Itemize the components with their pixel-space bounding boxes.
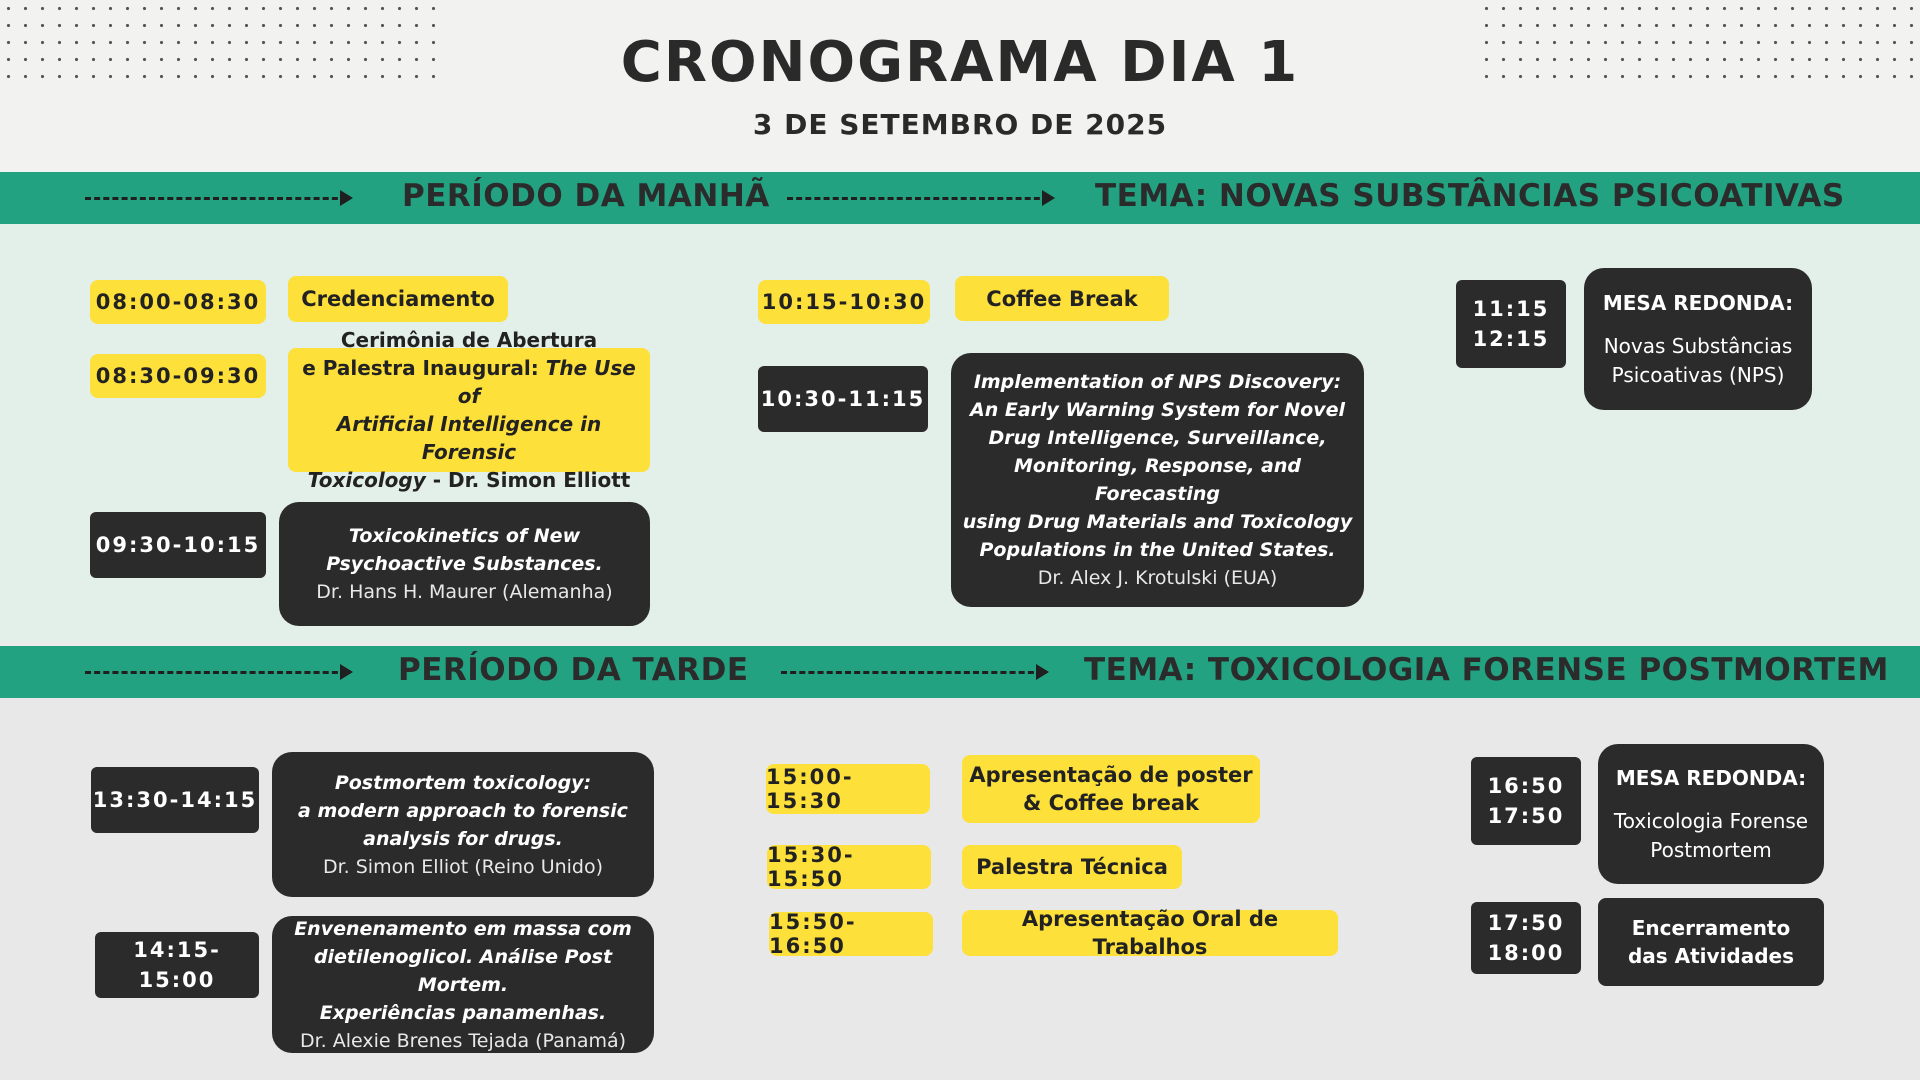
session-palestra-tecnica: Palestra Técnica — [962, 845, 1182, 889]
session-encerramento — [1598, 898, 1824, 986]
page-title: CRONOGRAMA DIA 1 — [620, 30, 1300, 95]
dashed-arrow-line — [787, 197, 1049, 202]
time-end: 17:50 — [1487, 804, 1565, 828]
session-text-line: Toxicologia Forense — [1613, 808, 1809, 833]
session-text-line: dietilenoglicol. Análise Post Mortem. — [313, 945, 613, 996]
time-badge — [1471, 902, 1581, 974]
session-postmortem-toxicology — [272, 752, 654, 897]
session-text-line: Monitoring, Response, and Forecasting — [1013, 455, 1301, 505]
arrow-head-icon — [340, 664, 353, 680]
session-speaker: Dr. Hans H. Maurer (Alemanha) — [316, 581, 613, 603]
session-text-line: analysis for drugs. — [363, 827, 563, 850]
session-dietilenoglicol — [272, 916, 654, 1053]
session-credenciamento: Credenciamento — [288, 276, 508, 322]
session-oral-presentations: Apresentação Oral de Trabalhos — [962, 910, 1338, 956]
session-text-line: Novas Substâncias — [1603, 333, 1793, 358]
time-end: 12:15 — [1472, 327, 1550, 351]
arrow-head-icon — [1042, 190, 1055, 206]
session-text-line: Apresentação de poster — [969, 763, 1253, 787]
session-nps-discovery — [951, 353, 1364, 607]
session-text-line: Populations in the United States. — [979, 539, 1336, 561]
time-badge: 15:50-16:50 — [769, 912, 933, 956]
time-badge: 08:30-09:30 — [90, 354, 266, 398]
afternoon-theme-label: TEMA: TOXICOLOGIA FORENSE POSTMORTEM — [1084, 652, 1889, 688]
afternoon-period-label: PERÍODO DA TARDE — [398, 652, 749, 688]
session-mesa-redonda-postmortem — [1598, 744, 1824, 884]
session-text-line: Psicoativas (NPS) — [1611, 362, 1785, 387]
morning-theme-label: TEMA: NOVAS SUBSTÂNCIAS PSICOATIVAS — [1095, 178, 1845, 214]
time-badge: 14:15-15:00 — [95, 932, 259, 998]
session-mesa-redonda-nps — [1584, 268, 1812, 410]
time-badge: 15:00-15:30 — [766, 764, 930, 814]
session-text-line: Postmortem — [1650, 837, 1772, 862]
mesa-redonda-heading: MESA REDONDA: — [1602, 290, 1794, 315]
morning-period-label: PERÍODO DA MANHÃ — [402, 178, 770, 214]
session-text-line: Implementation of NPS Discovery: — [973, 371, 1342, 393]
time-badge: 09:30-10:15 — [90, 512, 266, 578]
session-text-line: a modern approach to forensic — [298, 799, 628, 822]
session-text-line: Psychoactive Substances. — [326, 553, 603, 575]
time-badge: 10:30-11:15 — [758, 366, 928, 432]
time-start: 17:50 — [1487, 911, 1565, 935]
session-text-line: Experiências panamenhas. — [319, 1001, 607, 1024]
session-text-line: Artificial Intelligence in Forensic — [336, 412, 602, 464]
time-start: 11:15 — [1472, 297, 1550, 321]
session-text-part: Toxicology — [307, 468, 426, 492]
dashed-arrow-line — [85, 671, 347, 676]
session-speaker: Dr. Alex J. Krotulski (EUA) — [1037, 567, 1278, 589]
session-text-line — [308, 466, 631, 494]
time-badge: 15:30-15:50 — [767, 845, 931, 889]
session-opening-ceremony — [288, 328, 650, 492]
mesa-redonda-heading: MESA REDONDA: — [1615, 765, 1807, 790]
time-start: 16:50 — [1487, 774, 1565, 798]
page-date: 3 DE SETEMBRO DE 2025 — [752, 108, 1168, 141]
session-text-line — [288, 354, 650, 410]
dashed-arrow-line — [781, 671, 1043, 676]
time-badge: 08:00-08:30 — [90, 280, 266, 324]
session-poster-coffee — [962, 755, 1260, 823]
session-text-line: An Early Warning System for Novel — [970, 399, 1345, 421]
session-text-line: Postmortem toxicology: — [334, 771, 592, 794]
dashed-arrow-line — [85, 197, 347, 202]
session-text-part: - Dr. Simon Elliott — [425, 468, 631, 492]
time-badge — [1456, 280, 1566, 368]
session-text-line: Encerramento — [1631, 916, 1791, 940]
session-text-line: Toxicokinetics of New — [348, 525, 581, 547]
session-text-part: The Use of — [457, 356, 636, 408]
session-text-line: Drug Intelligence, Surveillance, — [988, 427, 1327, 449]
time-badge: 10:15-10:30 — [758, 280, 930, 324]
session-text-line: using Drug Materials and Toxicology — [962, 511, 1353, 533]
arrow-head-icon — [340, 190, 353, 206]
session-coffee-break: Coffee Break — [955, 276, 1169, 321]
session-text-part: e Palestra Inaugural: — [302, 356, 546, 380]
time-badge: 13:30-14:15 — [91, 767, 259, 833]
session-text-line: & Coffee break — [1022, 791, 1200, 815]
session-text-line: Cerimônia de Abertura — [340, 328, 598, 352]
arrow-head-icon — [1036, 664, 1049, 680]
session-speaker: Dr. Simon Elliot (Reino Unido) — [322, 855, 604, 878]
time-end: 18:00 — [1487, 941, 1565, 965]
session-text-line: Envenenamento em massa com — [294, 917, 632, 940]
session-speaker: Dr. Alexie Brenes Tejada (Panamá) — [299, 1029, 627, 1052]
session-toxicokinetics — [279, 502, 650, 626]
session-text-line: das Atividades — [1627, 944, 1795, 968]
time-badge — [1471, 757, 1581, 845]
